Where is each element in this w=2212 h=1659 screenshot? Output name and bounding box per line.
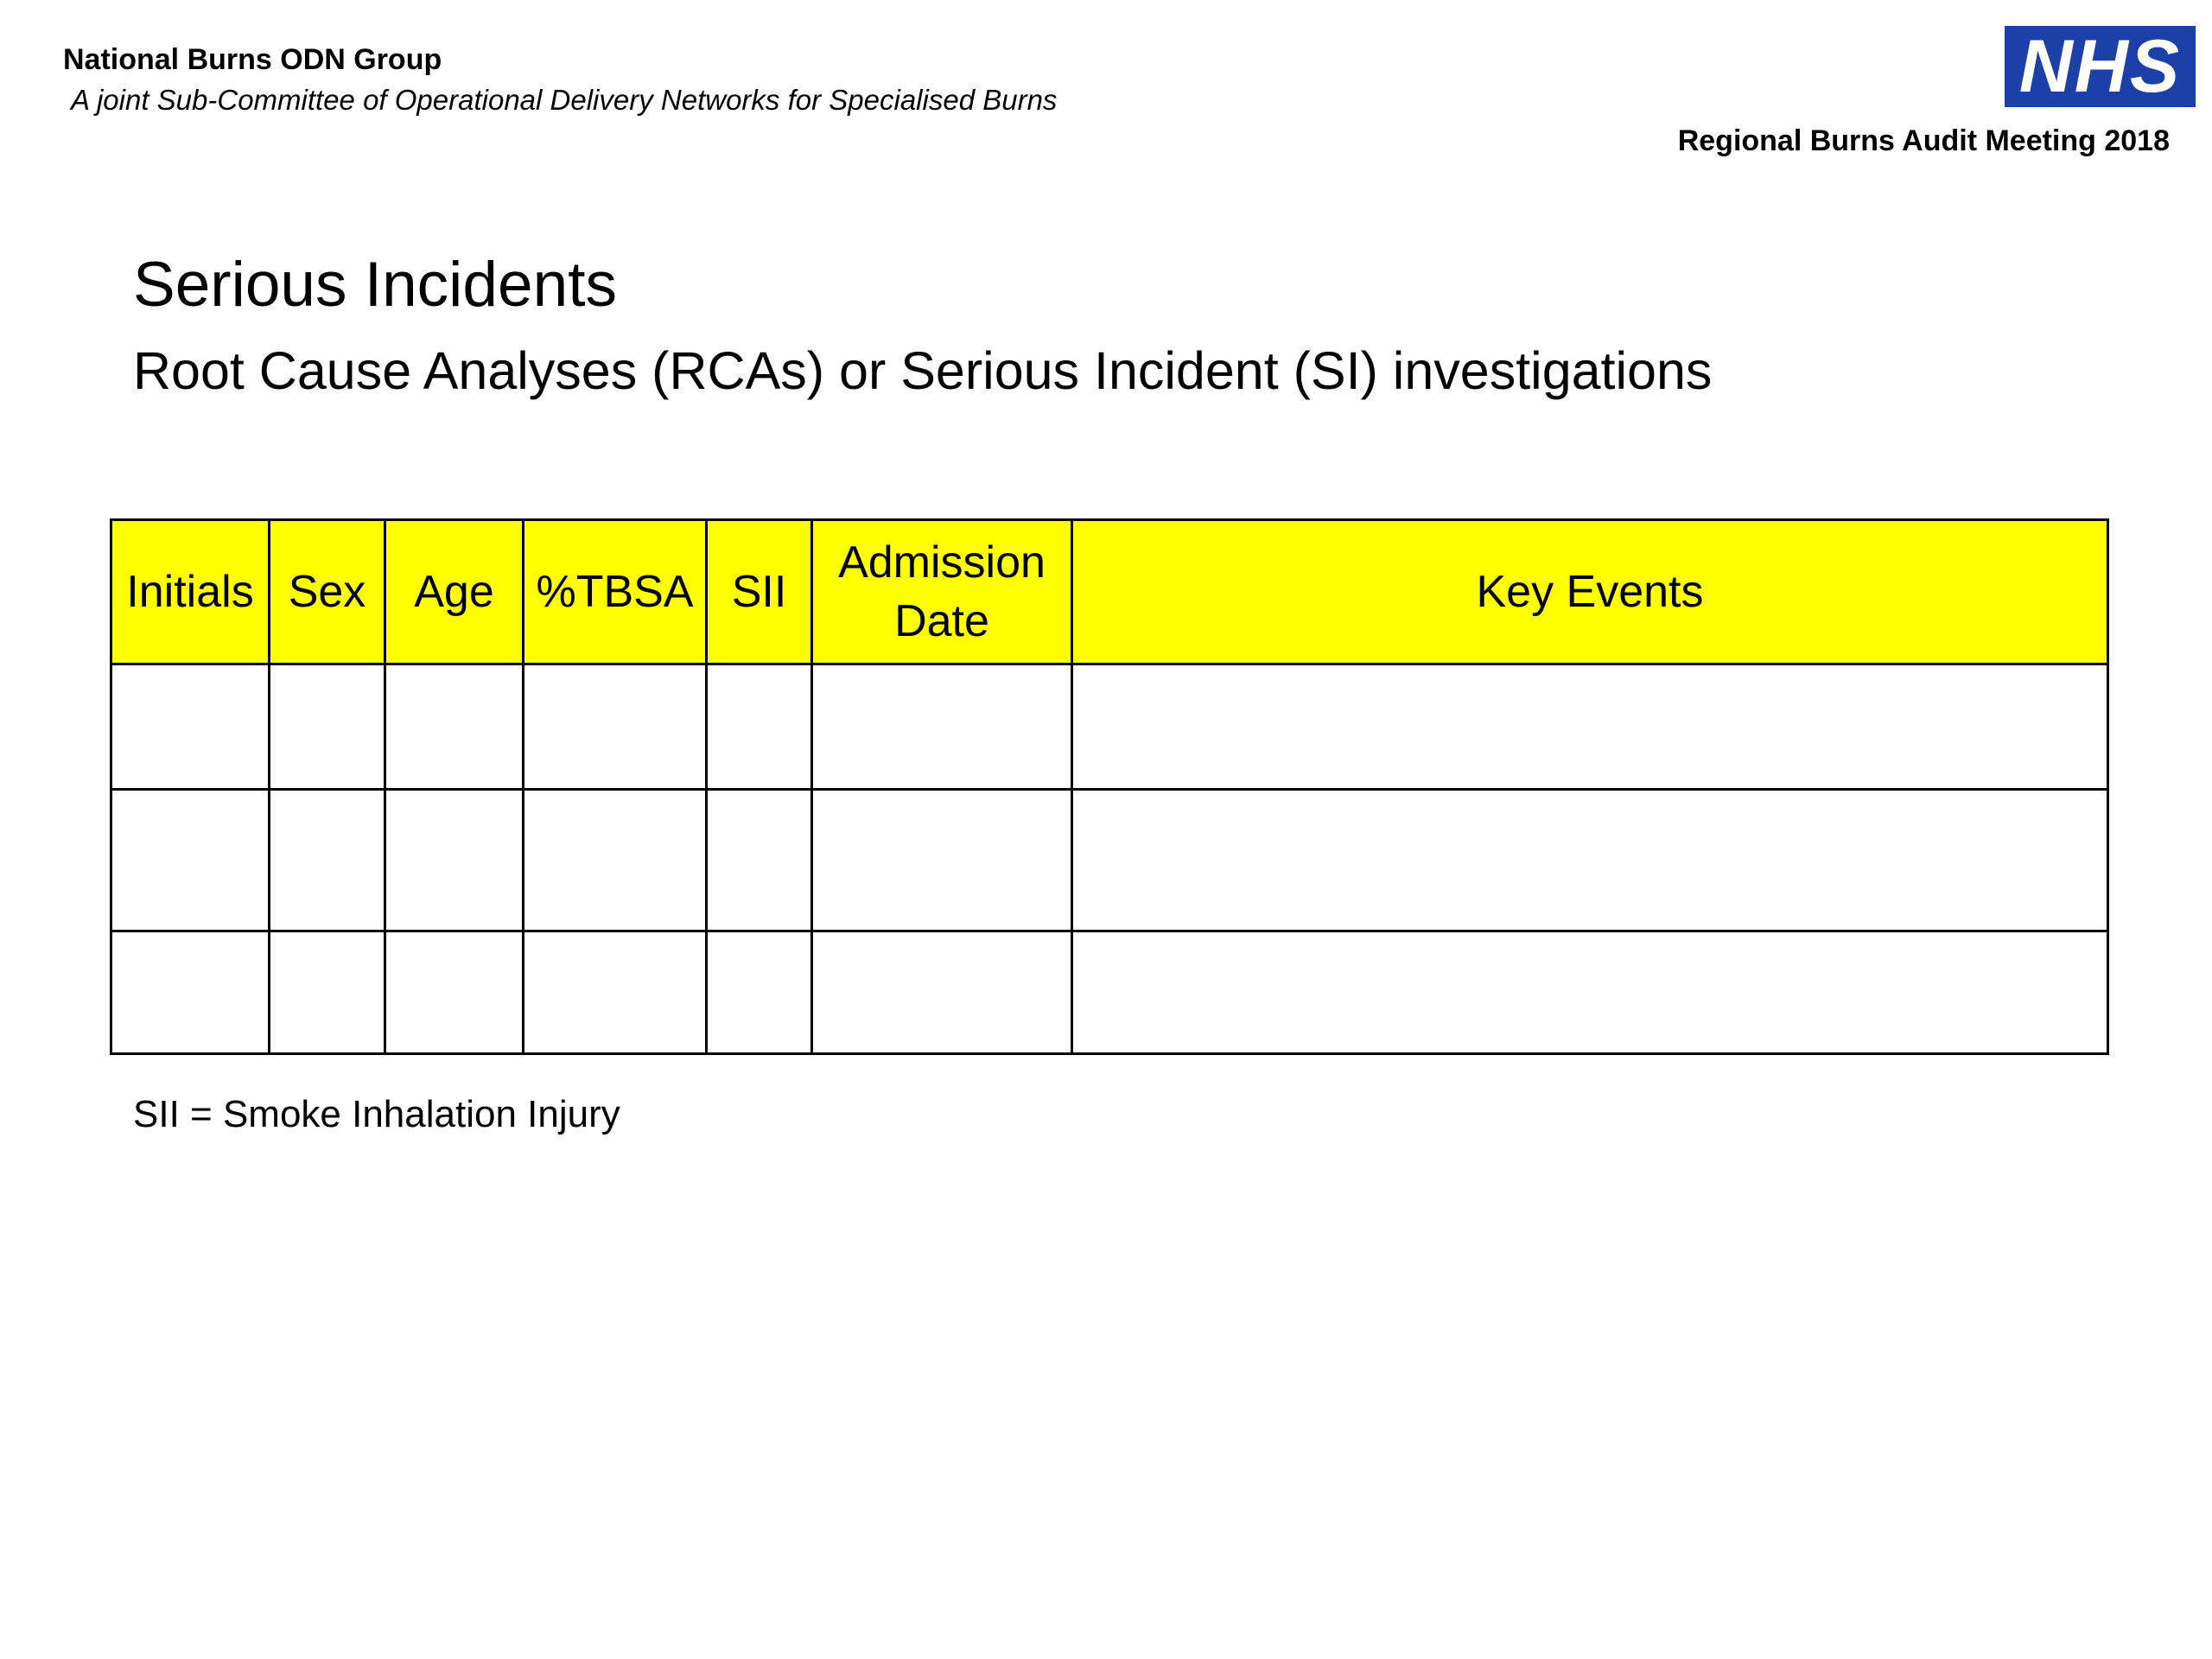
table-cell (524, 790, 707, 931)
table-cell (111, 931, 270, 1054)
table-cell (385, 790, 524, 931)
table-row (111, 790, 2108, 931)
table-row (111, 931, 2108, 1054)
table-cell (270, 931, 385, 1054)
org-subtitle: A joint Sub-Committee of Operational Delivery Networks for Specialised Burns (71, 84, 1058, 116)
table-cell (707, 664, 812, 790)
meeting-title: Regional Burns Audit Meeting 2018 (1677, 124, 2170, 157)
table-cell (111, 664, 270, 790)
column-header-sii: SII (707, 520, 812, 664)
column-header-tbsa: %TBSA (524, 520, 707, 664)
table-cell (1072, 931, 2108, 1054)
table-cell (524, 664, 707, 790)
slide-title: Serious Incidents (133, 250, 617, 320)
table-cell (812, 931, 1072, 1054)
table-cell (270, 664, 385, 790)
admission-date-label: Admission Date (838, 537, 1046, 646)
table-cell (111, 790, 270, 931)
org-name: National Burns ODN Group (63, 43, 442, 76)
column-header-age: Age (385, 520, 524, 664)
table-cell (812, 664, 1072, 790)
table-cell (524, 931, 707, 1054)
table-row (111, 664, 2108, 790)
column-header-admission-date (812, 520, 1072, 664)
table-cell (1072, 664, 2108, 790)
table-cell (812, 790, 1072, 931)
column-header-key-events: Key Events (1072, 520, 2108, 664)
column-header-sex: Sex (270, 520, 385, 664)
column-header-initials: Initials (111, 520, 270, 664)
table-cell (385, 664, 524, 790)
incidents-table (110, 518, 2109, 1055)
table-cell (707, 931, 812, 1054)
table-cell (385, 931, 524, 1054)
table-cell (1072, 790, 2108, 931)
slide-subtitle: Root Cause Analyses (RCAs) or Serious Incident (SI) investigations (133, 341, 1713, 400)
footnote: SII = Smoke Inhalation Injury (133, 1093, 620, 1135)
table-header-row (111, 520, 2108, 664)
table-cell (270, 790, 385, 931)
table-cell (707, 790, 812, 931)
nhs-logo: NHS (2005, 26, 2196, 107)
